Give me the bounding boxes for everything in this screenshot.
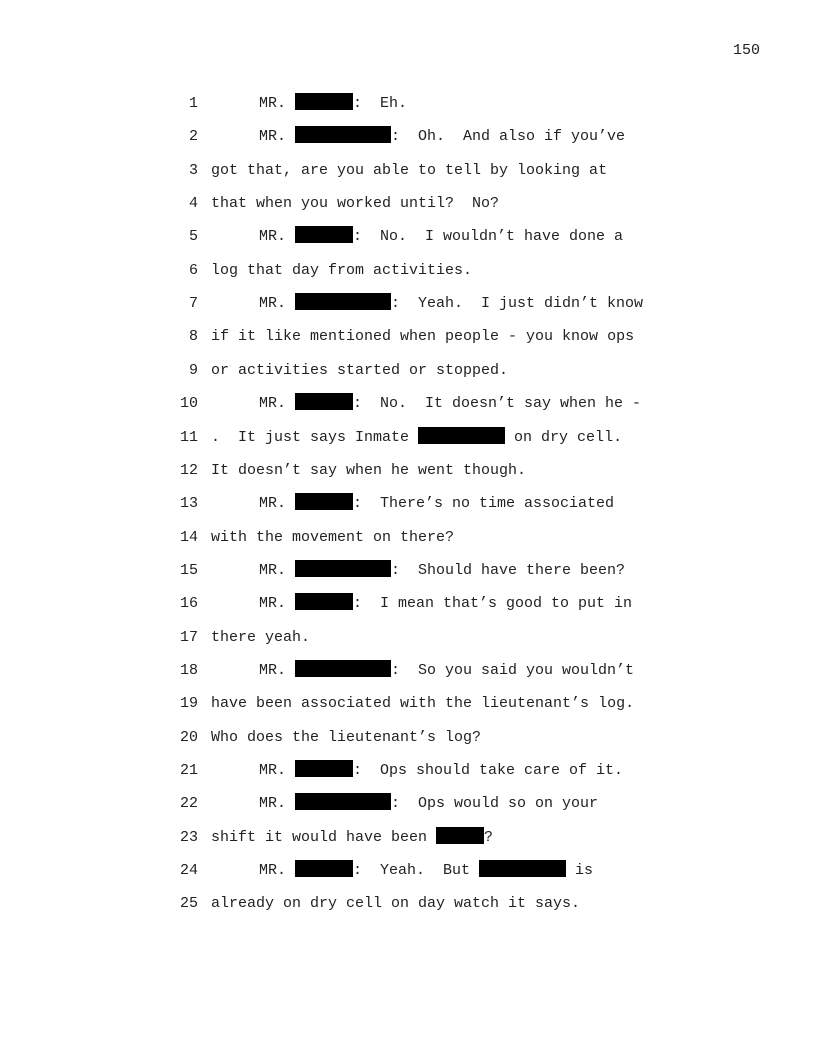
transcript-line xyxy=(0,759,816,783)
line-text-segment: shift it would have been xyxy=(211,828,437,846)
transcript-line xyxy=(0,92,816,116)
line-text-segment: MR. xyxy=(259,395,296,413)
line-text-segment: MR. xyxy=(259,561,296,579)
line-text-segment: : Yeah. But xyxy=(353,862,480,880)
line-text-segment: with the movement on there? xyxy=(211,528,455,546)
line-text-segment: MR. xyxy=(259,295,296,313)
transcript-line xyxy=(0,526,816,550)
line-text xyxy=(259,92,407,116)
transcript-line xyxy=(0,392,816,416)
line-text xyxy=(259,592,632,616)
redaction-box xyxy=(436,827,484,844)
line-text-segment: is xyxy=(566,862,594,880)
line-text-segment: : There’s no time associated xyxy=(353,495,615,513)
line-text-segment: MR. xyxy=(259,595,296,613)
line-text xyxy=(259,225,623,249)
redaction-box xyxy=(295,293,391,310)
line-text-segment: if it like mentioned when people - you know ops xyxy=(211,328,635,346)
line-text-segment: : Eh. xyxy=(353,95,408,112)
redaction-box xyxy=(295,126,391,143)
line-number: 14 xyxy=(179,528,198,546)
redaction-box xyxy=(295,393,353,410)
line-text xyxy=(211,626,310,650)
redaction-box xyxy=(295,593,353,610)
redaction-box xyxy=(295,760,353,777)
redaction-box xyxy=(418,427,505,444)
line-text-segment: or activities started or stopped. xyxy=(211,361,509,379)
transcript-line xyxy=(0,292,816,316)
line-text-segment: . It just says Inmate xyxy=(211,428,419,446)
line-text-segment: : Oh. And also if you’ve xyxy=(391,128,626,146)
line-number: 2 xyxy=(188,128,198,146)
line-text-segment: that when you worked until? No? xyxy=(211,195,500,213)
line-text xyxy=(211,826,493,850)
transcript-line xyxy=(0,592,816,616)
line-text-segment: ? xyxy=(484,828,494,846)
transcript-line xyxy=(0,459,816,483)
line-number: 25 xyxy=(179,895,198,913)
line-text-segment: MR. xyxy=(259,128,296,146)
line-text xyxy=(259,292,643,316)
line-text-segment: on dry cell. xyxy=(505,428,623,446)
line-text xyxy=(211,359,508,383)
line-number: 9 xyxy=(188,361,198,379)
line-text-segment: MR. xyxy=(259,762,296,779)
line-text-segment: : No. I wouldn’t have done a xyxy=(353,228,624,246)
transcript-line xyxy=(0,125,816,149)
redaction-box xyxy=(295,660,391,677)
line-text xyxy=(211,892,580,916)
transcript-line xyxy=(0,626,816,650)
line-text-segment: MR. xyxy=(259,95,296,112)
line-number: 5 xyxy=(188,228,198,246)
line-text xyxy=(259,559,625,583)
transcript-line xyxy=(0,726,816,750)
line-number: 3 xyxy=(188,161,198,179)
line-number: 4 xyxy=(188,195,198,213)
redaction-box xyxy=(295,860,353,877)
line-text-segment: : I mean that’s good to put in xyxy=(353,595,633,613)
transcript-line xyxy=(0,659,816,683)
redaction-box xyxy=(295,226,353,243)
line-text xyxy=(211,692,634,716)
line-text-segment: MR. xyxy=(259,661,296,679)
line-number: 12 xyxy=(179,461,198,479)
line-text xyxy=(211,259,472,283)
line-number: 24 xyxy=(179,862,198,880)
line-text xyxy=(211,325,634,349)
line-text-segment: : Ops should take care of it. xyxy=(353,762,624,779)
line-text-segment: got that, are you able to tell by looking at xyxy=(211,161,608,179)
transcript-line xyxy=(0,359,816,383)
line-text-segment: Who does the lieutenant’s log? xyxy=(211,728,482,746)
line-text-segment: : So you said you wouldn’t xyxy=(391,661,635,679)
transcript-line xyxy=(0,859,816,883)
line-number: 23 xyxy=(179,828,198,846)
redaction-box xyxy=(295,793,391,810)
transcript-line xyxy=(0,159,816,183)
line-text xyxy=(259,492,614,516)
transcript-line xyxy=(0,892,816,916)
redaction-box xyxy=(479,860,566,877)
line-text-segment: log that day from activities. xyxy=(211,261,473,279)
line-text-segment: : Yeah. I just didn’t know xyxy=(391,295,644,313)
line-number: 15 xyxy=(179,561,198,579)
transcript-line xyxy=(0,826,816,850)
line-text xyxy=(211,726,481,750)
line-number: 10 xyxy=(179,395,198,413)
redaction-box xyxy=(295,493,353,510)
transcript-line xyxy=(0,325,816,349)
line-text xyxy=(259,659,634,683)
line-number: 7 xyxy=(188,295,198,313)
line-text-segment: : Ops would so on your xyxy=(391,795,599,813)
line-text-segment: MR. xyxy=(259,228,296,246)
line-number: 8 xyxy=(188,328,198,346)
page-number: 150 xyxy=(733,42,761,59)
transcript-line xyxy=(0,692,816,716)
line-text xyxy=(211,526,454,550)
line-text-segment: MR. xyxy=(259,795,296,813)
line-text xyxy=(259,392,641,416)
transcript-line xyxy=(0,426,816,450)
line-number: 1 xyxy=(188,95,198,112)
line-number: 6 xyxy=(188,261,198,279)
line-number: 13 xyxy=(179,495,198,513)
transcript-line xyxy=(0,492,816,516)
transcript-line xyxy=(0,792,816,816)
line-text-segment: : Should have there been? xyxy=(391,561,626,579)
line-number: 20 xyxy=(179,728,198,746)
transcript-line xyxy=(0,225,816,249)
line-text xyxy=(211,459,526,483)
line-text-segment: have been associated with the lieutenant’s log. xyxy=(211,695,635,713)
line-text-segment: MR. xyxy=(259,862,296,880)
line-text-segment: there yeah. xyxy=(211,628,311,646)
line-number: 21 xyxy=(179,762,198,779)
line-number: 16 xyxy=(179,595,198,613)
line-text xyxy=(259,125,625,149)
transcript-line xyxy=(0,192,816,216)
line-number: 17 xyxy=(179,628,198,646)
redaction-box xyxy=(295,93,353,110)
line-text-segment: : No. It doesn’t say when he - xyxy=(353,395,642,413)
line-text-segment: MR. xyxy=(259,495,296,513)
line-text-segment: It doesn’t say when he went though. xyxy=(211,461,527,479)
line-number: 11 xyxy=(179,428,198,446)
line-text xyxy=(259,759,623,783)
line-text-segment: already on dry cell on day watch it says. xyxy=(211,895,581,913)
line-text xyxy=(211,159,607,183)
line-text xyxy=(259,792,598,816)
line-number: 18 xyxy=(179,661,198,679)
redaction-box xyxy=(295,560,391,577)
line-text xyxy=(211,192,499,216)
transcript-line xyxy=(0,559,816,583)
transcript-line xyxy=(0,259,816,283)
line-number: 22 xyxy=(179,795,198,813)
line-number: 19 xyxy=(179,695,198,713)
line-text xyxy=(259,859,593,883)
line-text xyxy=(211,426,622,450)
